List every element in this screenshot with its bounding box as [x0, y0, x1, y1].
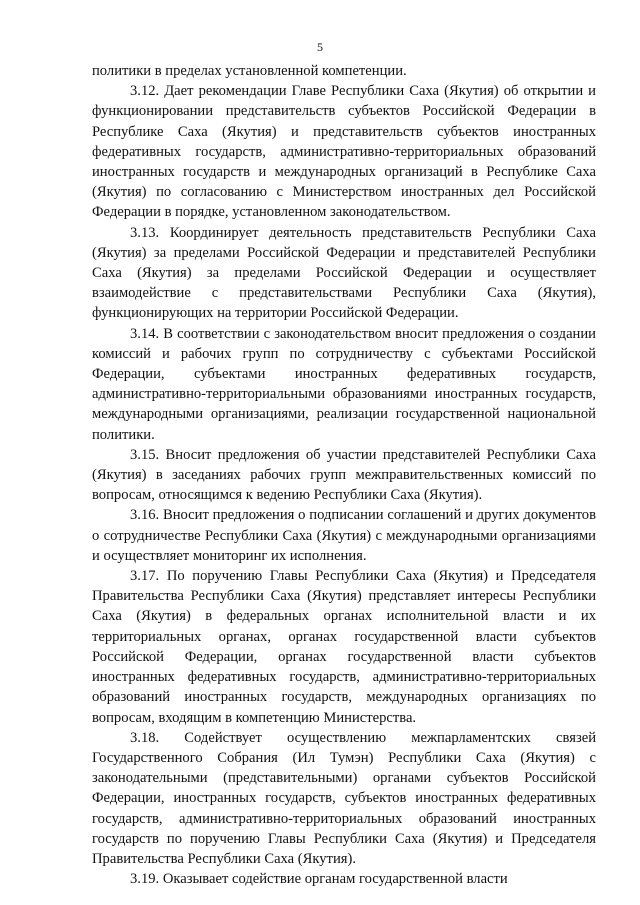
paragraph-3-13: 3.13. Координирует деятельность представительств Республики Саха (Якутия) за пределами Российской Федерации и представителей Республики Саха (Якутия) за пределами Российской Федерации и осуществляет взаимодействие с представительствами Республики Саха (Якутия), функционирующих на территории Российской Федерации. [92, 224, 596, 322]
paragraph-3-17: 3.17. По поручению Главы Республики Саха (Якутия) и Председателя Правительства Республики Саха (Якутия) представляет интересы Республики Саха (Якутия) в федеральных органах исполнительной власти и их территориальных органах, органах государственной власти субъектов Российской Федерации, органах государственной власти субъектов иностранных федеративных государств, административно-территориальных образований иностранных государств, международных организациях по вопросам, входящим в компетенцию Министерства. [92, 568, 596, 726]
paragraph-3-15: 3.15. Вносит предложения об участии представителей Республики Саха (Якутия) в заседаниях рабочих групп межправительственных комиссий по вопросам, относящимся к ведению Республики Саха (Якутия). [92, 446, 596, 504]
page-number: 5 [317, 40, 323, 54]
paragraph-3-14: 3.14. В соответствии с законодательством вносит предложения о создании комиссий и рабочих групп по сотрудничеству с субъектами Российской Федерации, субъектами иностранных федеративных государств, административно-территориальными образованиями иностранных государств, международными организациями, реализации государственной национальной политики. [92, 325, 596, 443]
paragraph-3-16: 3.16. Вносит предложения о подписании соглашений и других документов о сотрудничестве Республики Саха (Якутия) с международными организациями и осуществляет мониторинг их исполнения. [92, 507, 596, 564]
paragraph-continuation: политики в пределах установленной компетенции. [92, 63, 407, 79]
paragraph-3-19: 3.19. Оказывает содействие органам государственной власти [130, 871, 508, 888]
paragraph-3-18: 3.18. Содействует осуществлению межпарламентских связей Государственного Собрания (Ил Тумэн) Республики Саха (Якутия) с законодательными (представительными) органами субъектов Российской Федерации, иностранных государств, субъектов иностранных федеративных государств, административно-территориальных образований иностранных государств по поручению Главы Республики Саха (Якутия) и Председателя Правительства Республики Саха (Якутия). [92, 729, 596, 867]
paragraph-3-12: 3.12. Дает рекомендации Главе Республики Саха (Якутия) об открытии и функционировании представительств субъектов Российской Федерации в Республике Саха (Якутия) и представительств субъектов иностранных федеративных государств, административно-территориальных образований иностранных государств и международных организаций в Республике Саха (Якутия) по согласованию с Министерством иностранных дел Российской Федерации в порядке, установленном законодательством. [92, 83, 596, 221]
document-body [92, 61, 596, 889]
